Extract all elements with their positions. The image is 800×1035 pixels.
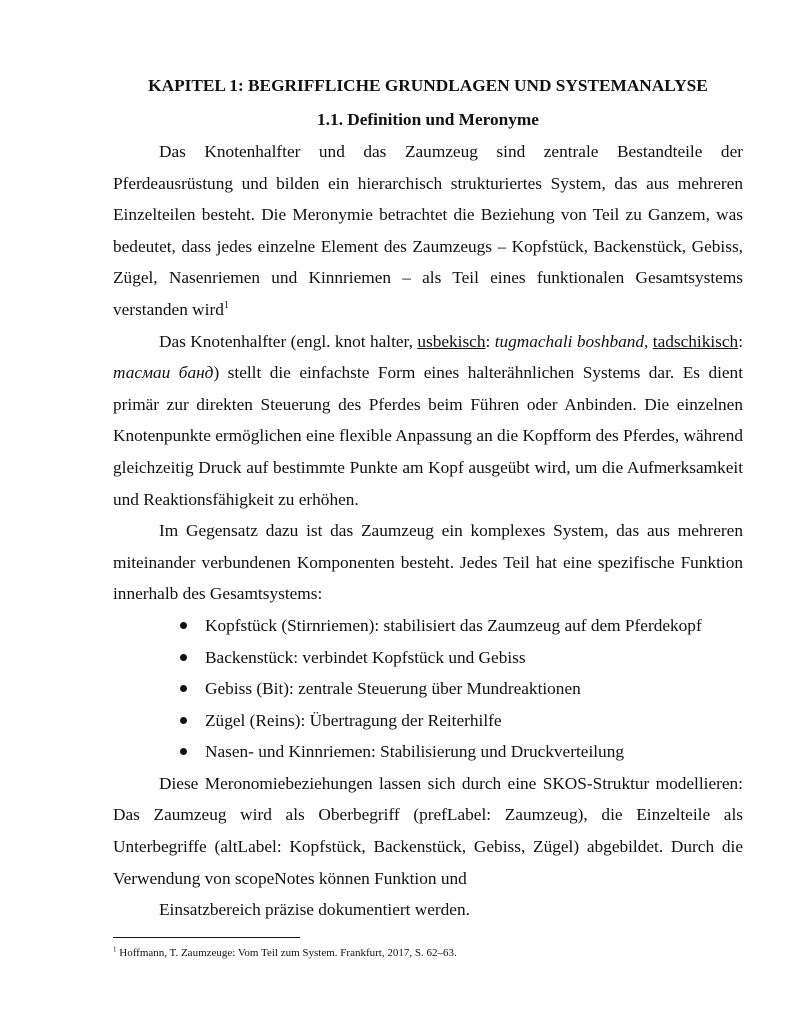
chapter-title: KAPITEL 1: BEGRIFFLICHE GRUNDLAGEN UND SYSTEMANALYSE (148, 76, 708, 95)
bullet-icon (180, 622, 187, 629)
list-item-text: Zügel (Reins): Übertragung der Reiterhilfe (205, 710, 502, 730)
list-item-text: Nasen- und Kinnriemen: Stabilisierung und Druckverteilung (205, 742, 624, 762)
footnote-divider (113, 937, 300, 938)
list-item (113, 610, 743, 642)
paragraph-4: Diese Meronomiebeziehungen lassen sich durch eine SKOS-Struktur modellieren: Das Zaumzeug wird als Oberbegriff (prefLabel: Zaumzeug), die Einzelteile als Unterbegriffe (altLabel: Kopfstück, Backenstück, Gebiss, Zügel) abgebildet. Durch die Verwendung von scopeNotes können Funktion und (113, 773, 743, 888)
bullet-icon (180, 717, 187, 724)
separator: , (644, 331, 653, 351)
list-item (113, 673, 743, 705)
term-uzbek: tugmachali boshband (494, 331, 645, 351)
bullet-icon (180, 654, 187, 661)
separator: : (738, 331, 744, 351)
list-item (113, 736, 743, 768)
footnote (113, 946, 743, 960)
list-item (113, 705, 743, 737)
paragraph-2-rest: ) stellt die einfachste Form eines halterähnlichen Systems dar. Es dient primär zur direkten Steuerung des Pferdes beim Führen oder Anbinden. Die einzelnen Knotenpunkte ermöglichen eine flexible Anpassung an die Kopfform des Pferdes, während gleichzeitig Druck auf bestimmte Punkte am Kopf ausgeübt wird, um die Aufmerksamkeit und Reaktionsfähigkeit zu erhöhen. (113, 363, 743, 509)
paragraph-3: Im Gegensatz dazu ist das Zaumzeug ein komplexes System, das aus mehreren miteinander verbundenen Komponenten besteht. Jedes Teil hat eine spezifische Funktion innerhalb des Gesamtsystems: (113, 521, 743, 604)
footnote-number: 1 (113, 945, 117, 954)
paragraph-2 (113, 326, 743, 516)
section-title: 1.1. Definition und Meronyme (317, 110, 539, 129)
list-item (113, 642, 743, 674)
footnote-text: Hoffmann, T. Zaumzeuge: Vom Teil zum System. Frankfurt, 2017, S. 62–63. (116, 947, 457, 959)
paragraph-1 (113, 136, 743, 326)
bullet-icon (180, 685, 187, 692)
bullet-icon (180, 748, 187, 755)
footnote-reference[interactable]: 1 (223, 300, 229, 312)
paragraph-2-intro: Das Knotenhalfter (engl. knot halter, (159, 331, 418, 351)
term-tajik: тасмаи банд (113, 363, 214, 383)
separator: : (485, 331, 495, 351)
language-label-tajik: tadschikisch (652, 331, 739, 351)
list-item-text: Kopfstück (Stirnriemen): stabilisiert das Zaumzeug auf dem Pferdekopf (205, 615, 702, 635)
list-item-text: Backenstück: verbindet Kopfstück und Gebiss (205, 647, 526, 667)
component-list (113, 610, 743, 768)
paragraph-1-text: Das Knotenhalfter und das Zaumzeug sind zentrale Bestandteile der Pferdeausrüstung und bilden ein hierarchisch strukturiertes System, das aus mehreren Einzelteilen besteht. Die Meronymie betrachtet die Beziehung von Teil zu Ganzem, was bedeutet, dass jedes einzelne Element des Zaumzeugs – Kopfstück, Backenstück, Gebiss, Zügel, Nasenriemen und Kinnriemen – als Teil eines funktionalen Gesamtsystems verstanden wird (113, 142, 743, 319)
list-item-text: Gebiss (Bit): zentrale Steuerung über Mundreaktionen (205, 679, 581, 699)
paragraph-5: Einsatzbereich präzise dokumentiert werden. (159, 900, 470, 920)
language-label-uzbek: usbekisch (417, 331, 486, 351)
body-text (113, 136, 743, 926)
